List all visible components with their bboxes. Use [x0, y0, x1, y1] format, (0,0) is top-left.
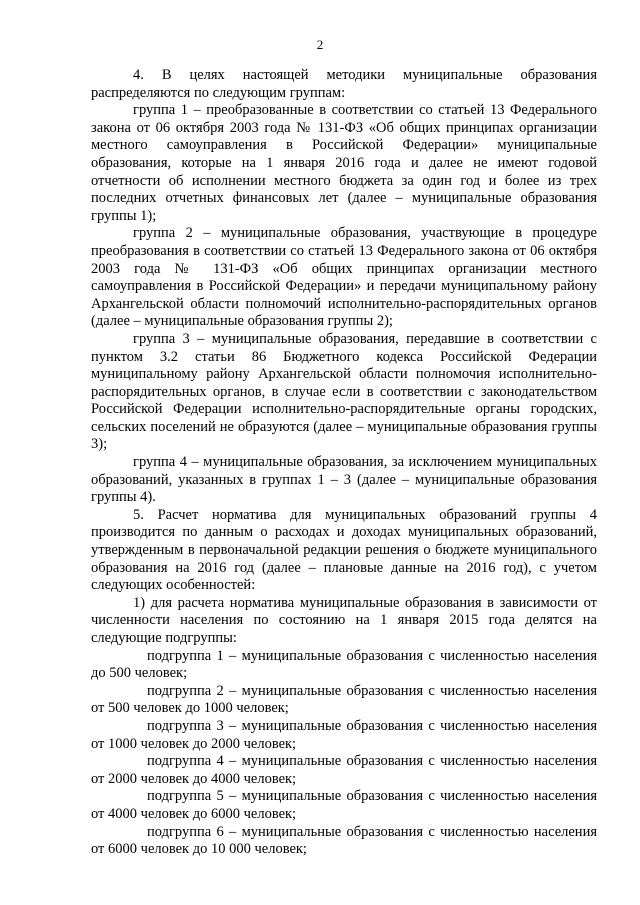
paragraph-group-1: группа 1 – преобразованные в соответствии со статьей 13 Федерального закона от 06 октября 2003 года № 131-ФЗ «Об общих принципах организации местного самоуправления в Российской Федерации» муниципальные образования, которые на 1 января 2016 года и далее не имеют годовой отчетности об исполнении местного бюджета за один год и более из трех последних отчетных финансовых лет (далее – муниципальные образования группы 1);: [91, 102, 597, 224]
paragraph-subgroup-4: подгруппа 4 – муниципальные образования с численностью населения от 2000 человек до 4000 человек;: [91, 753, 597, 787]
paragraph-subgroup-6: подгруппа 6 – муниципальные образования с численностью населения от 6000 человек до 10 000 человек;: [91, 823, 597, 858]
paragraph-subgroup-3: подгруппа 3 – муниципальные образования с численностью населения от 1000 человек до 2000 человек;: [91, 717, 597, 752]
paragraph-group-2: группа 2 – муниципальные образования, участвующие в процедуре преобразования в соответствии со статьей 13 Федерального закона от 06 октября 2003 года № 131-ФЗ «Об общих принципах организации местного самоуправления в Российской Федерации» и передачи муниципальному району Архангельской области полномочий исполнительно-распорядительных органов (далее – муниципальные образования группы 2);: [91, 225, 597, 330]
paragraph-subgroup-2: подгруппа 2 – муниципальные образования с численностью населения от 500 человек до 1000 человек;: [91, 682, 597, 717]
page-number: 2: [316, 37, 324, 52]
paragraph-group-4: группа 4 – муниципальные образования, за исключением муниципальных образований, указанных в группах 1 – 3 (далее – муниципальные образования группы 4).: [91, 454, 597, 506]
paragraph-subgroup-5: подгруппа 5 – муниципальные образования с численностью населения от 4000 человек до 6000 человек;: [91, 788, 597, 822]
paragraph-subclause-1: 1) для расчета норматива муниципальные образования в зависимости от численности населения по состоянию на 1 января 2015 года делятся на следующие подгруппы:: [91, 594, 597, 646]
document-body: [91, 67, 597, 859]
paragraph-group-3: группа 3 – муниципальные образования, передавшие в соответствии с пунктом 3.2 статьи 86 Бюджетного кодекса Российской Федерации муниципальному району Архангельской области полномочия исполнительно-распорядительных органов, в случае если в соответствии с законодательством Российской Федерации исполнительно-распорядительные органы городских, сельских поселений не образуются (далее – муниципальные образования группы 3);: [91, 330, 597, 453]
paragraph-subgroup-1: подгруппа 1 – муниципальные образования с численностью населения до 500 человек;: [91, 647, 597, 682]
paragraph-clause-5: 5. Расчет норматива для муниципальных образований группы 4 производится по данным о расходах и доходах муниципальных образований, утвержденным в первоначальной редакции решения о бюджете муниципального образования на 2016 год (далее – плановые данные на 2016 год), с учетом следующих особенностей:: [91, 506, 597, 594]
paragraph-clause-4: 4. В целях настоящей методики муниципальные образования распределяются по следующим группам:: [91, 67, 597, 101]
